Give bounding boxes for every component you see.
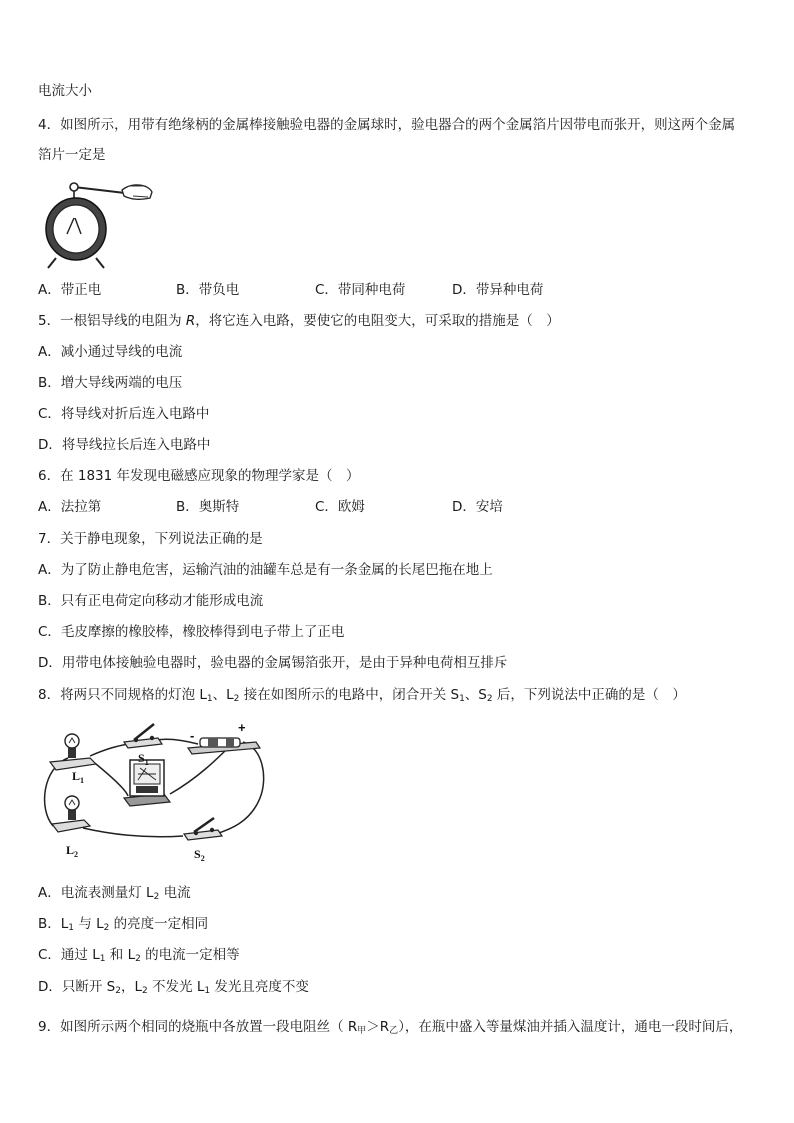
q8-stem: 8．将两只不同规格的灯泡 $L_1$、$L_2$ 接在如图所示的电路中，闭合开关 $S_1$、$S_2$ 后，下列说法中正确的是（ ）	[38, 687, 686, 704]
q3-continuation: 电流大小	[38, 83, 92, 99]
label-l2: $L_2$	[66, 843, 79, 859]
lamp-l1-icon	[50, 734, 96, 770]
q5-option-b[interactable]: B．增大导线两端的电压	[38, 375, 183, 391]
q6-option-c[interactable]: C．欧姆	[315, 499, 365, 515]
switch-s1-icon	[124, 724, 162, 748]
battery-icon	[188, 738, 260, 754]
q7-option-b[interactable]: B．只有正电荷定向移动才能形成电流	[38, 593, 264, 609]
q9-stem: 9．如图所示两个相同的烧瓶中各放置一段电阻丝（ $R_甲>R_乙$），在瓶中盛入等量煤油并插入温度计，通电一段时间后，	[38, 1019, 743, 1036]
q5-stem: 5．一根铝导线的电阻为 R，将它连入电路，要使它的电阻变大，可采取的措施是（ ）	[38, 313, 560, 329]
q4-option-a[interactable]: A．带正电	[38, 282, 102, 298]
q7-option-a[interactable]: A．为了防止静电危害，运输汽油的油罐车总是有一条金属的长尾巴拖在地上	[38, 562, 493, 578]
switch-s2-icon	[184, 818, 222, 840]
q5-option-d[interactable]: D．将导线拉长后连入电路中	[38, 437, 211, 453]
q4-option-b[interactable]: B．带负电	[176, 282, 240, 298]
q4-option-d[interactable]: D．带异种电荷	[452, 282, 544, 298]
q5-option-a[interactable]: A．减小通过导线的电流	[38, 344, 183, 360]
q8-option-b[interactable]: B．$L_1$ 与 $L_2$ 的亮度一定相同	[38, 916, 209, 933]
label-s1: $S_1$	[138, 751, 149, 767]
q6-option-a[interactable]: A．法拉第	[38, 499, 102, 515]
label-minus: -	[190, 728, 195, 743]
q7-option-d[interactable]: D．用带电体接触验电器时，验电器的金属锡箔张开，是由于异种电荷相互排斥	[38, 655, 508, 671]
q4-stem-line2: 箔片一定是	[38, 147, 106, 163]
q7-option-c[interactable]: C．毛皮摩擦的橡胶棒，橡胶棒得到电子带上了正电	[38, 624, 345, 640]
lamp-l2-icon	[52, 796, 90, 832]
label-l1: $L_1$	[72, 769, 85, 785]
q6-option-b[interactable]: B．奥斯特	[176, 499, 240, 515]
q8-option-d[interactable]: D．只断开 $S_2$，$L_2$ 不发光 $L_1$ 发光且亮度不变	[38, 979, 309, 996]
label-s2: $S_2$	[194, 847, 205, 863]
q6-option-d[interactable]: D．安培	[452, 499, 503, 515]
label-plus: +	[238, 720, 246, 735]
q5-variable-r: R	[185, 313, 196, 329]
circuit-figure	[38, 718, 268, 866]
q4-option-c[interactable]: C．带同种电荷	[315, 282, 406, 298]
q6-stem: 6．在 1831 年发现电磁感应现象的物理学家是（ ）	[38, 468, 360, 484]
q8-option-c[interactable]: C．通过 $L_1$ 和 $L_2$ 的电流一定相等	[38, 947, 240, 964]
q4-stem-line1: 4．如图所示，用带有绝缘柄的金属棒接触验电器的金属球时，验电器合的两个金属箔片因带电而张开，则这两个金属	[38, 117, 736, 133]
electroscope-figure	[40, 174, 160, 274]
q8-option-a[interactable]: A．电流表测量灯 $L_2$ 电流	[38, 885, 191, 902]
q5-option-c[interactable]: C．将导线对折后连入电路中	[38, 406, 210, 422]
q7-stem: 7．关于静电现象，下列说法正确的是	[38, 531, 263, 547]
